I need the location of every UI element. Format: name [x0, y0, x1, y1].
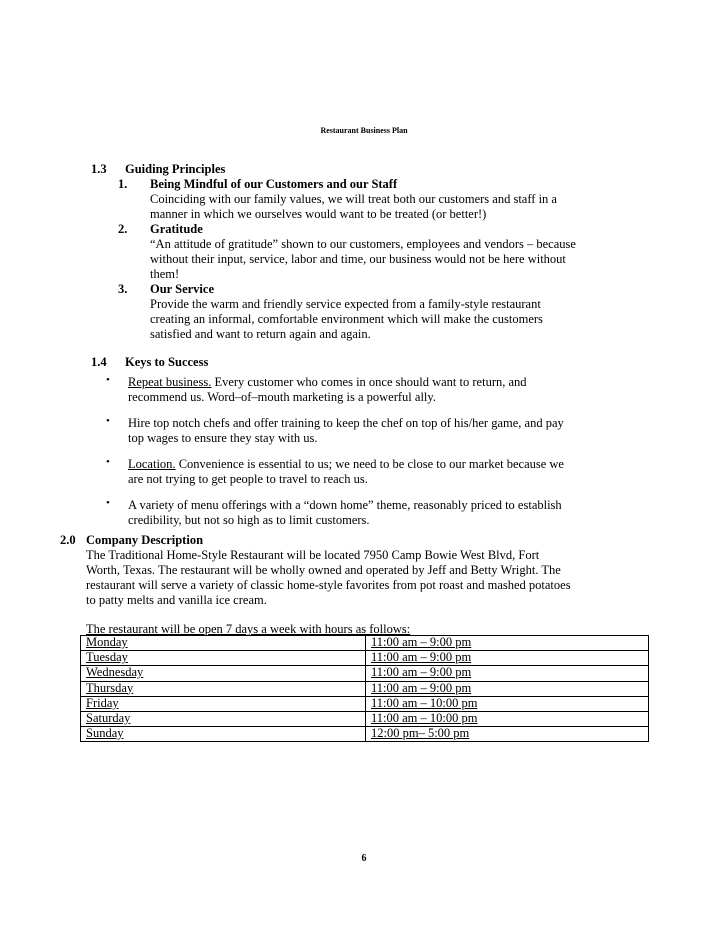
- hours-time: 11:00 am – 9:00 pm: [366, 651, 649, 666]
- key-3-text: Convenience is essential to us; we need to be close to our market because we: [175, 457, 564, 471]
- hours-day: Saturday: [81, 711, 366, 726]
- bullet-marker: •: [106, 456, 110, 468]
- table-row: [81, 711, 649, 726]
- bullet-marker: •: [106, 374, 110, 386]
- principle-2-line-3: them!: [150, 267, 180, 281]
- hours-table: [80, 635, 649, 742]
- hours-time: 11:00 am – 9:00 pm: [366, 666, 649, 681]
- principle-1-number: 1.: [118, 177, 128, 191]
- principle-3-line-2: creating an informal, comfortable environment which will make the customers: [150, 312, 543, 326]
- key-1-text: Every customer who comes in once should want to return, and: [211, 375, 527, 389]
- hours-intro: The restaurant will be open 7 days a week with hours as follows:: [86, 622, 411, 636]
- principle-3-line-3: satisfied and want to return again and again.: [150, 327, 371, 341]
- table-row: [81, 681, 649, 696]
- company-line-3: restaurant will serve a variety of classic home-style favorites from pot roast and mashed potatoes: [86, 578, 571, 592]
- running-header: Restaurant Business Plan: [320, 126, 408, 135]
- key-2-line-2: top wages to ensure they stay with us.: [128, 431, 318, 445]
- principle-2-line-2: without their input, service, labor and time, our business would not be here without: [150, 252, 566, 266]
- principle-1-title: Being Mindful of our Customers and our Staff: [150, 177, 398, 191]
- section-2-0-number: 2.0: [60, 533, 76, 547]
- key-4-line-1: A variety of menu offerings with a “down home” theme, reasonably priced to establish: [128, 498, 562, 512]
- table-row: [81, 636, 649, 651]
- page-number: 6: [361, 853, 367, 864]
- hours-time: 11:00 am – 9:00 pm: [366, 681, 649, 696]
- hours-day: Friday: [81, 696, 366, 711]
- bullet-marker: •: [106, 415, 110, 427]
- hours-day: Monday: [81, 636, 366, 651]
- section-1-4-number: 1.4: [91, 355, 107, 369]
- key-2-line-1: Hire top notch chefs and offer training to keep the chef on top of his/her game, and pay: [128, 416, 564, 430]
- principle-3-line-1: Provide the warm and friendly service expected from a family-style restaurant: [150, 297, 541, 311]
- principle-1-line-1: Coinciding with our family values, we will treat both our customers and staff in a: [150, 192, 557, 206]
- section-1-4-title: Keys to Success: [125, 355, 209, 369]
- table-row: [81, 666, 649, 681]
- hours-day: Tuesday: [81, 651, 366, 666]
- hours-day: Wednesday: [81, 666, 366, 681]
- principle-3-title: Our Service: [150, 282, 214, 296]
- key-1-line-1: [128, 375, 527, 390]
- company-line-4: to patty melts and vanilla ice cream.: [86, 593, 267, 607]
- table-row: [81, 727, 649, 742]
- section-1-3-title: Guiding Principles: [125, 162, 226, 176]
- principle-3-number: 3.: [118, 282, 128, 296]
- key-1-lead: Repeat business.: [128, 375, 212, 389]
- key-3-lead: Location.: [128, 457, 176, 471]
- key-3-line-1: [128, 457, 564, 472]
- hours-day: Sunday: [81, 727, 366, 742]
- company-line-2: Worth, Texas. The restaurant will be wholly owned and operated by Jeff and Betty Wright. The: [86, 563, 561, 577]
- principle-2-line-1: “An attitude of gratitude” shown to our customers, employees and vendors – because: [150, 237, 576, 251]
- key-1-line-2: recommend us. Word–of–mouth marketing is a powerful ally.: [128, 390, 436, 404]
- key-3-line-2: are not trying to get people to travel to reach us.: [128, 472, 368, 486]
- principle-2-title: Gratitude: [150, 222, 203, 236]
- table-row: [81, 651, 649, 666]
- section-2-0-title: Company Description: [86, 533, 204, 547]
- section-1-3-number: 1.3: [91, 162, 107, 176]
- bullet-marker: •: [106, 497, 110, 509]
- hours-time: 11:00 am – 10:00 pm: [366, 711, 649, 726]
- principle-2-number: 2.: [118, 222, 128, 236]
- key-4-line-2: credibility, but not so high as to limit customers.: [128, 513, 370, 527]
- hours-time: 12:00 pm– 5:00 pm: [366, 727, 649, 742]
- hours-time: 11:00 am – 10:00 pm: [366, 696, 649, 711]
- table-row: [81, 696, 649, 711]
- hours-time: 11:00 am – 9:00 pm: [366, 636, 649, 651]
- company-line-1: The Traditional Home-Style Restaurant will be located 7950 Camp Bowie West Blvd, Fort: [86, 548, 540, 562]
- hours-day: Thursday: [81, 681, 366, 696]
- principle-1-line-2: manner in which we ourselves would want to be treated (or better!): [150, 207, 487, 221]
